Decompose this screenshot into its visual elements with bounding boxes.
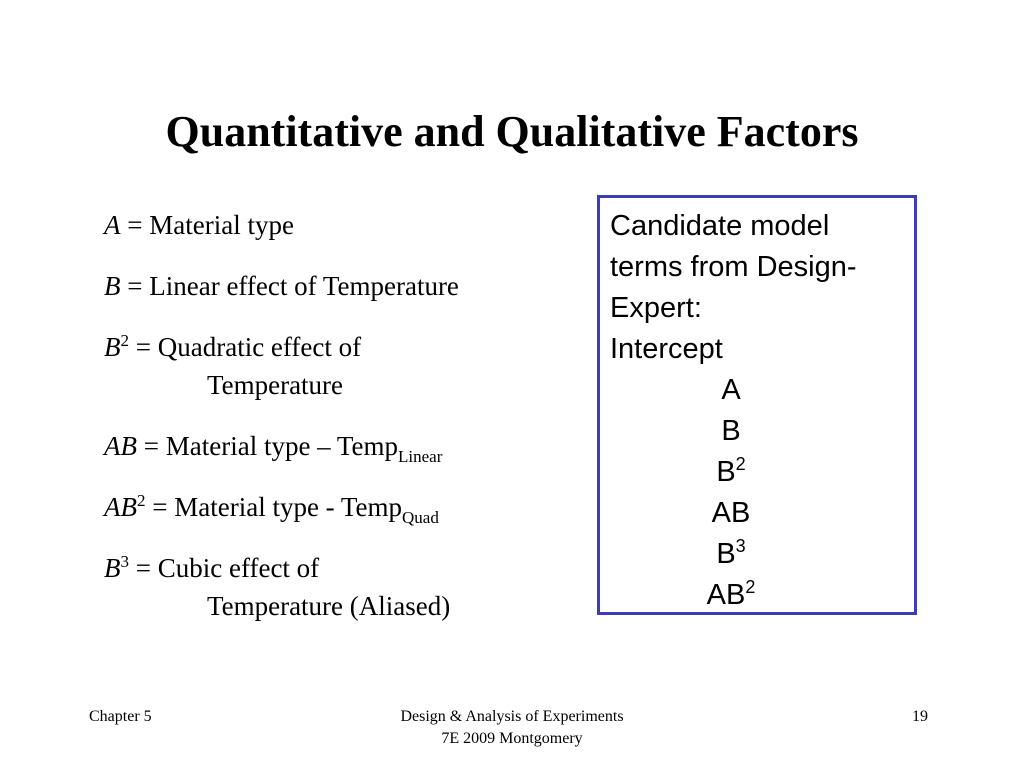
definition-symbol: B [104, 271, 121, 301]
definition-superscript: 2 [120, 331, 129, 350]
model-term [600, 493, 862, 534]
definition-continuation: Temperature [207, 370, 344, 400]
term-label: B [716, 538, 736, 570]
footer-book-title [312, 706, 712, 750]
definition-symbol: B [104, 332, 121, 362]
footer-chapter: Chapter 5 [89, 708, 152, 725]
definition-equals: = [120, 271, 150, 301]
candidate-terms-box [597, 195, 917, 615]
heading-line: Expert: [610, 292, 702, 324]
definition-continuation: Temperature (Aliased) [207, 591, 451, 621]
definition-symbol: AB [104, 492, 137, 522]
factor-definitions [104, 206, 584, 648]
definition-symbol: AB [104, 431, 137, 461]
definition-b-cubed [104, 549, 584, 625]
heading-line: terms from Design- [610, 251, 857, 283]
term-superscript: 2 [745, 577, 756, 597]
definition-subscript: Linear [398, 447, 443, 466]
definition-equals: = [137, 431, 166, 461]
model-term [600, 370, 862, 411]
definition-text: Linear effect of Temperature [149, 271, 459, 301]
definition-superscript: 2 [137, 491, 146, 510]
definition-equals: = [129, 332, 158, 362]
definition-text: Cubic effect of [157, 553, 320, 583]
definition-text: Material type [149, 210, 294, 240]
definition-symbol: A [104, 210, 121, 240]
definition-symbol: B [104, 553, 121, 583]
definition-text: Material type - Temp [174, 492, 403, 522]
definition-equals: = [120, 210, 150, 240]
definition-b [104, 267, 584, 305]
candidate-box-heading [610, 206, 914, 370]
term-label: AB [706, 579, 746, 611]
model-term [600, 411, 862, 452]
footer-book-line: Design & Analysis of Experiments [400, 708, 624, 725]
definition-b-squared [104, 328, 584, 404]
term-label: B [721, 415, 741, 447]
definition-a [104, 206, 584, 244]
slide-title: Quantitative and Qualitative Factors [165, 107, 859, 156]
term-label: A [721, 374, 741, 406]
term-superscript: 2 [735, 454, 746, 474]
term-label: AB [711, 497, 751, 529]
definition-equals: = [129, 553, 158, 583]
definition-ab-squared [104, 488, 584, 526]
heading-line: Intercept [610, 333, 723, 365]
footer-page-number: 19 [912, 708, 928, 725]
term-label: B [716, 456, 736, 488]
model-term [600, 575, 862, 616]
footer-book-line: 7E 2009 Montgomery [441, 730, 583, 747]
definition-ab [104, 427, 584, 465]
model-term [600, 452, 862, 493]
definition-text: Material type – Temp [165, 431, 399, 461]
definition-text: Quadratic effect of [157, 332, 362, 362]
term-superscript: 3 [735, 536, 746, 556]
definition-equals: = [145, 492, 175, 522]
definition-superscript: 3 [120, 552, 129, 571]
definition-subscript: Quad [402, 508, 439, 527]
heading-line: Candidate model [610, 210, 830, 242]
model-term [600, 534, 862, 575]
